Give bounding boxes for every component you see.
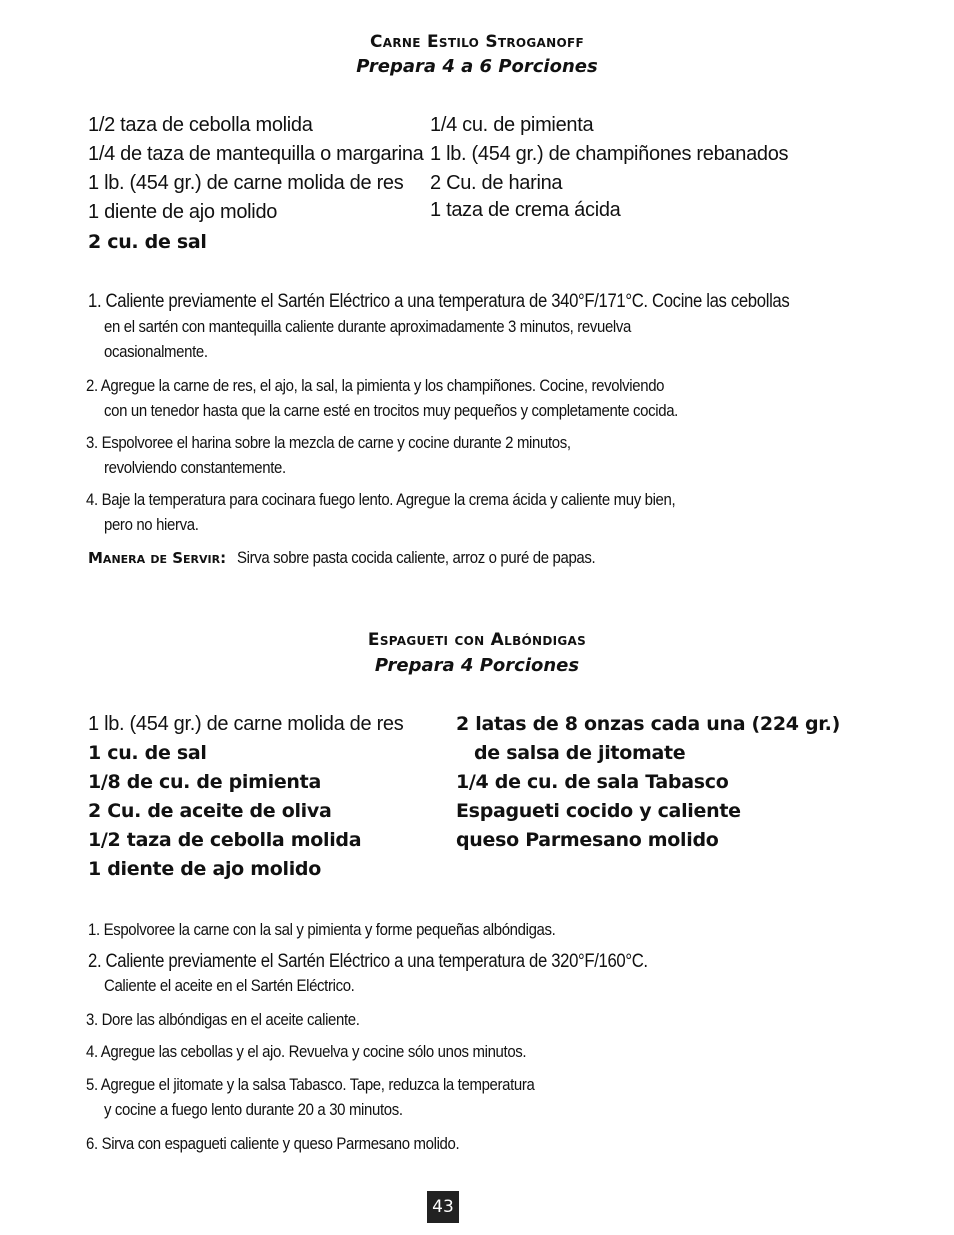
step-line: 3. Dore las albóndigas en el aceite caliente.	[86, 1010, 360, 1029]
ingredient: 1/2 taza de cebolla molida	[88, 114, 313, 136]
serving-text: Sirva sobre pasta cocida caliente, arroz o puré de papas.	[236, 548, 595, 567]
ingredient: 1/8 de cu. de pimienta	[88, 771, 321, 793]
ingredient: 1 lb. (454 gr.) de champiñones rebanados	[430, 143, 789, 165]
ingredient: de salsa de jitomate	[474, 742, 686, 764]
ingredient: 1 lb. (454 gr.) de carne molida de res	[88, 713, 404, 735]
step-line: 5. Agregue el jitomate y la salsa Tabasco. Tape, reduzca la temperatura	[86, 1075, 535, 1094]
step-line: 3. Espolvoree el harina sobre la mezcla de carne y cocine durante 2 minutos,	[86, 433, 571, 452]
step-line: pero no hierva.	[104, 515, 199, 534]
step-line: ocasionalmente.	[104, 342, 208, 361]
ingredient: 1 diente de ajo molido	[88, 201, 278, 223]
page-number: 43	[427, 1191, 459, 1223]
ingredient: queso Parmesano molido	[456, 829, 719, 851]
ingredient: 1 diente de ajo molido	[88, 858, 321, 880]
step-line: 4. Agregue las cebollas y el ajo. Revuelva y cocine sólo unos minutos.	[86, 1042, 527, 1061]
ingredient: 2 Cu. de harina	[430, 172, 563, 194]
ingredient: 2 Cu. de aceite de oliva	[88, 800, 332, 822]
ingredient: Espagueti cocido y caliente	[456, 800, 741, 822]
ingredient: 1 cu. de sal	[88, 742, 207, 764]
step-line: en el sartén con mantequilla caliente durante aproximadamente 3 minutos, revuelva	[104, 317, 631, 336]
ingredient: 2 latas de 8 onzas cada una (224 gr.)	[456, 713, 840, 735]
recipe1-servings: Prepara 4 a 6 Porciones	[356, 56, 598, 77]
recipe2-title: Espagueti con Albóndigas	[367, 630, 587, 650]
recipe2-servings: Prepara 4 Porciones	[374, 655, 580, 676]
step-line: 4. Baje la temperatura para cocinara fuego lento. Agregue la crema ácida y caliente muy bien,	[86, 490, 676, 509]
step-line: 2. Caliente previamente el Sartén Eléctrico a una temperatura de 320°F/160°C.	[88, 951, 648, 972]
serving-suggestion	[88, 548, 644, 568]
step-line: Caliente el aceite en el Sartén Eléctrico.	[104, 976, 355, 995]
ingredient: 1/4 de cu. de sala Tabasco	[456, 771, 729, 793]
step-line: revolviendo constantemente.	[104, 458, 286, 477]
recipe1-title: Carne Estilo Stroganoff	[370, 32, 584, 52]
step-line: con un tenedor hasta que la carne esté en trocitos muy pequeños y completamente cocida.	[104, 401, 678, 420]
ingredient: 1/4 de taza de mantequilla o margarina	[88, 143, 424, 165]
ingredient: 1 lb. (454 gr.) de carne molida de res	[88, 172, 404, 194]
step-line: y cocine a fuego lento durante 20 a 30 minutos.	[104, 1100, 403, 1119]
step-line: 1. Espolvoree la carne con la sal y pimienta y forme pequeñas albóndigas.	[88, 920, 556, 939]
step-line: 2. Agregue la carne de res, el ajo, la sal, la pimienta y los champiñones. Cocine, revolviendo	[86, 376, 665, 395]
ingredient: 2 cu. de sal	[88, 231, 207, 253]
step-line: 1. Caliente previamente el Sartén Eléctrico a una temperatura de 340°F/171°C. Cocine las cebollas	[88, 291, 790, 312]
serving-label: Manera de Servir:	[88, 549, 227, 567]
ingredient: 1 taza de crema ácida	[430, 199, 621, 221]
step-line: 6. Sirva con espagueti caliente y queso Parmesano molido.	[86, 1134, 460, 1153]
ingredient: 1/2 taza de cebolla molida	[88, 829, 362, 851]
ingredient: 1/4 cu. de pimienta	[430, 114, 594, 136]
